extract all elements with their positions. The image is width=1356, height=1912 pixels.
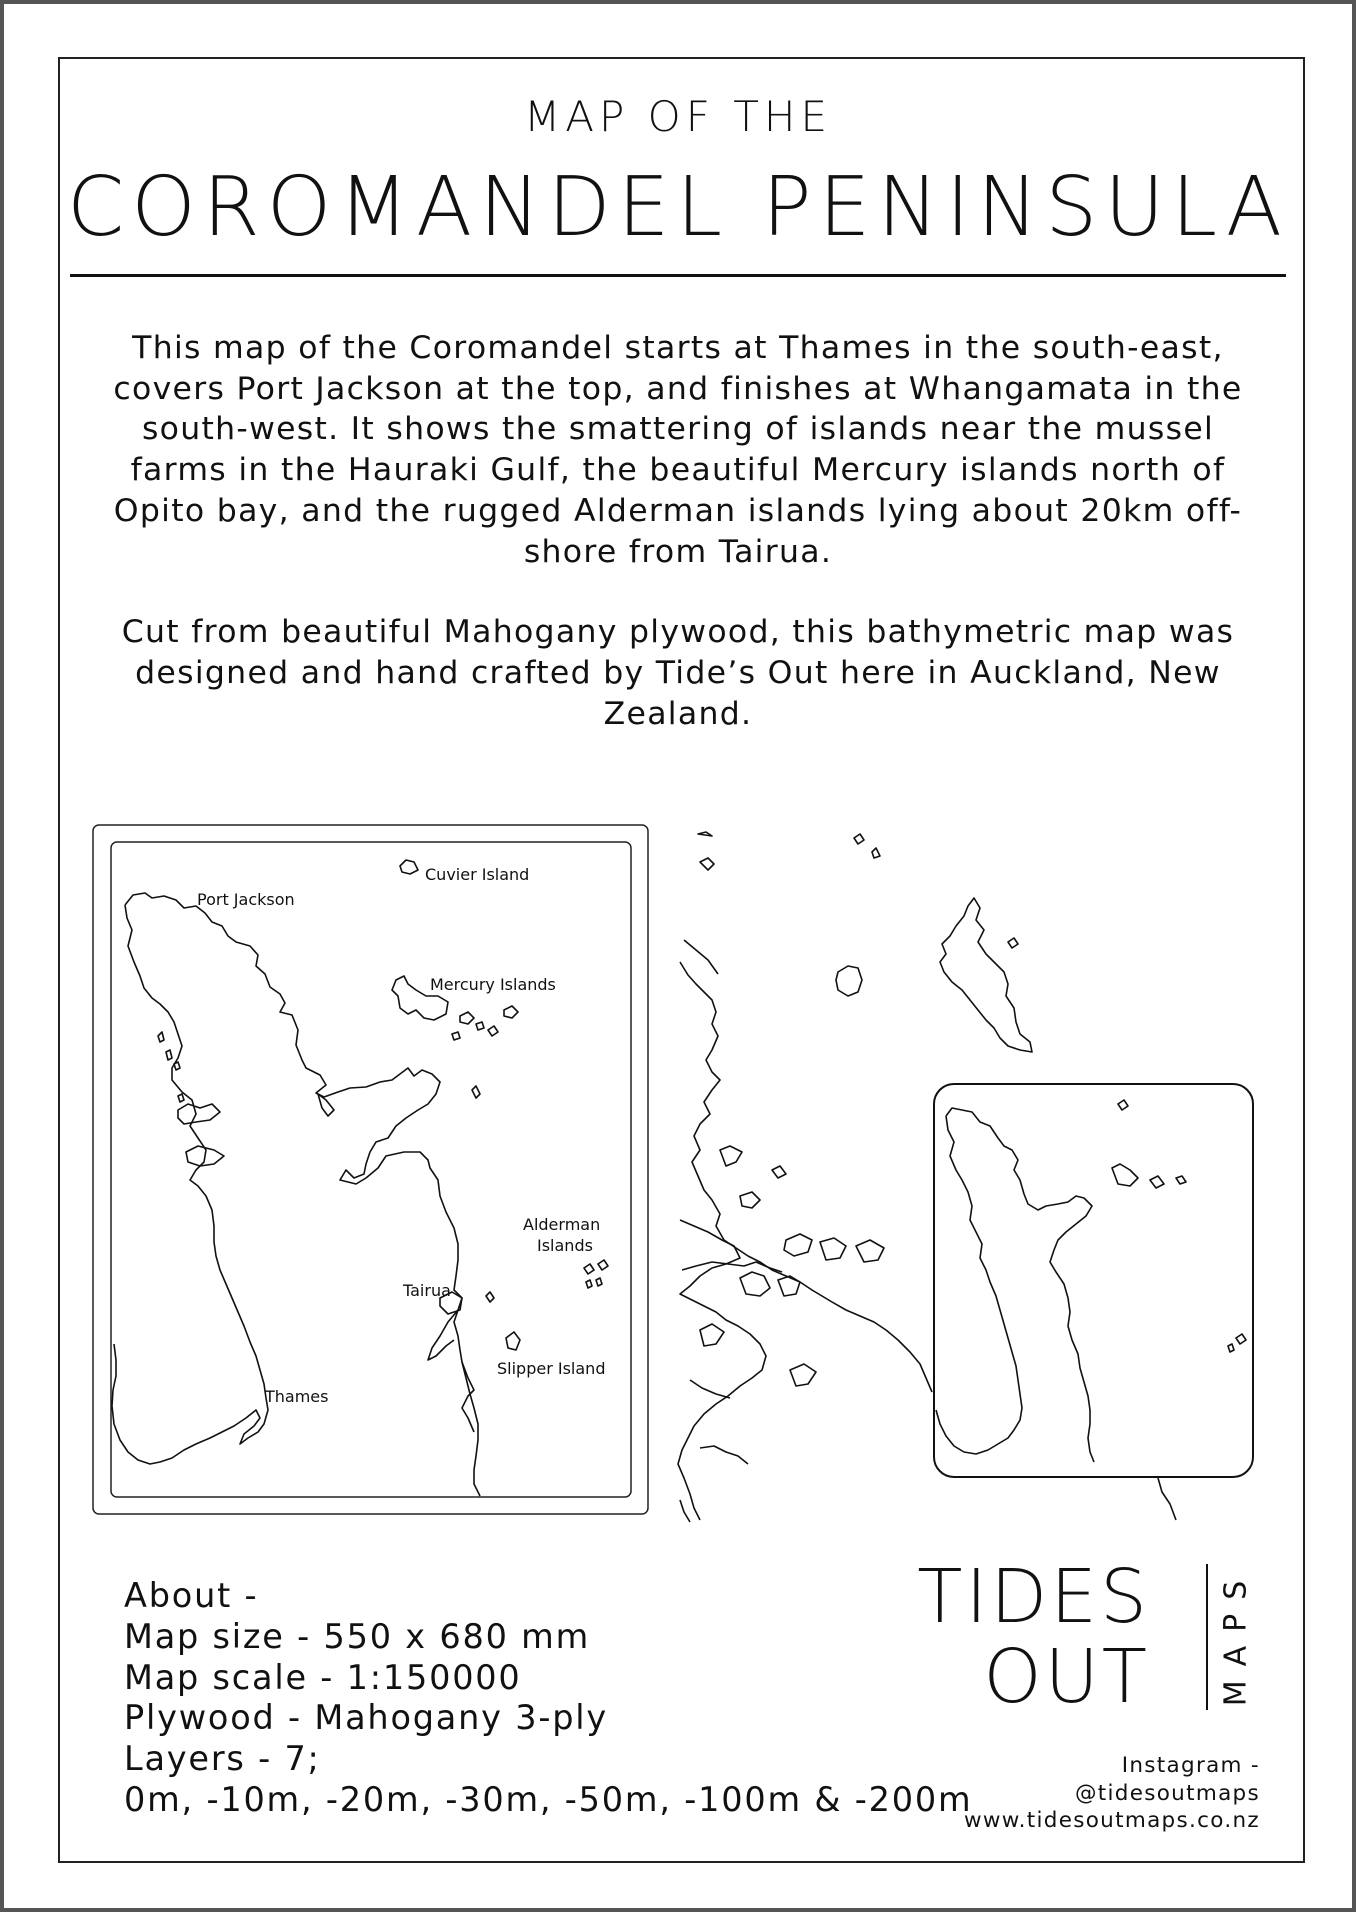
mercury-island-small-1 — [460, 1012, 474, 1024]
poster-subtitle: MAP OF THE — [524, 92, 832, 141]
overview-island-tiny-3 — [854, 834, 864, 844]
overview-bottom-trail — [680, 1478, 1176, 1522]
gulf-island-4 — [178, 1094, 184, 1102]
overview-island-tiny-4 — [872, 848, 880, 858]
description-paragraph-2: Cut from beautiful Mahogany plywood, this bathymetric map was designed and hand crafted by Tide’s Out here in Auckland, New Zealand. — [121, 614, 1235, 732]
overview-inlets — [700, 1146, 884, 1386]
overview-peninsula-west — [936, 1116, 1022, 1454]
alderman-island-4 — [586, 1280, 592, 1288]
about-heading: About - — [124, 1576, 259, 1615]
overview-highlight-box — [934, 1084, 1253, 1477]
about-map-size: Map size - 550 x 680 mm — [124, 1616, 591, 1656]
alderman-island-3 — [596, 1278, 602, 1286]
overview-little-barrier — [836, 966, 862, 996]
overview-island-tiny-2 — [700, 858, 714, 870]
logo-maps-text: MAPS — [1218, 1566, 1254, 1706]
mercury-island-small-4 — [452, 1032, 460, 1040]
detail-map-inner-frame — [111, 842, 631, 1497]
overview-map — [678, 832, 1253, 1522]
alderman-island-1 — [584, 1264, 594, 1274]
overview-peninsula-islands — [1112, 1100, 1246, 1352]
label-cuvier-island: Cuvier Island — [425, 865, 530, 884]
mercury-island-small-5 — [488, 1026, 498, 1036]
overview-island-tiny-5 — [698, 832, 712, 836]
gulf-island-3 — [174, 1062, 180, 1070]
overview-auckland-harbour — [678, 1220, 766, 1520]
instagram-label: Instagram - — [1121, 1753, 1260, 1778]
cuvier-island-shape — [400, 860, 418, 874]
slipper-island-shape — [506, 1332, 520, 1350]
tairua-island — [486, 1292, 494, 1302]
alderman-island-2 — [598, 1260, 608, 1270]
about-map-scale: Map scale - 1:150000 — [124, 1657, 522, 1697]
label-tairua: Tairua — [403, 1281, 451, 1300]
poster-title: COROMANDEL PENINSULA — [66, 160, 1290, 255]
detail-map — [93, 825, 648, 1514]
mercury-bay-inlet — [318, 1094, 334, 1116]
overview-north-coast — [682, 940, 782, 1464]
about-depths: 0m, -10m, -20m, -30m, -50m, -100m & -200m — [124, 1779, 973, 1819]
overview-great-barrier — [940, 898, 1032, 1052]
about-block — [124, 1576, 972, 1821]
logo-maps-vertical — [1208, 1556, 1264, 1716]
overview-harbour-2 — [740, 1272, 800, 1296]
peninsula-inner-coast — [112, 905, 268, 1464]
label-port-jackson: Port Jackson — [197, 890, 295, 909]
tides-out-maps-logo — [917, 1554, 1275, 1720]
mercury-island-small-2 — [504, 1006, 518, 1018]
website-url: www.tidesoutmaps.co.nz — [963, 1808, 1260, 1833]
gulf-island-2 — [166, 1050, 172, 1060]
label-mercury-islands: Mercury Islands — [430, 975, 556, 994]
mercury-island-small-3 — [476, 1022, 484, 1030]
logo-word-out: OUT — [983, 1634, 1150, 1720]
overview-island-tiny-6 — [772, 1166, 786, 1178]
gulf-island-1 — [158, 1032, 164, 1042]
contact-block — [964, 1752, 1260, 1835]
instagram-handle: @tidesoutmaps — [1074, 1780, 1260, 1806]
logo-word-tides: TIDES — [917, 1554, 1150, 1640]
description-paragraph-1: This map of the Coromandel starts at Thames in the south-east, covers Port Jackson at the top, and finishes at Whangamata in the south-west. It shows the smattering of islands near the mussel farms in the Hauraki Gulf, the beautiful Mercury islands north of Opito bay, and the rugged Alderman islands lying about 20km off-shore from Tairua. — [113, 330, 1243, 570]
label-alderman-1: Alderman — [523, 1215, 601, 1234]
label-slipper-island: Slipper Island — [497, 1359, 606, 1378]
about-plywood: Plywood - Mahogany 3-ply — [124, 1698, 609, 1738]
overview-island-tiny-1 — [1008, 938, 1018, 948]
label-alderman-2: Islands — [537, 1236, 593, 1255]
overview-peninsula — [946, 1108, 1094, 1462]
detail-map-outer-frame — [93, 825, 648, 1514]
mid-island — [472, 1086, 480, 1098]
label-thames: Thames — [265, 1387, 329, 1406]
east-coast-south — [428, 1310, 474, 1432]
about-layers: Layers - 7; — [124, 1739, 321, 1779]
coromandel-harbour — [178, 1104, 220, 1124]
